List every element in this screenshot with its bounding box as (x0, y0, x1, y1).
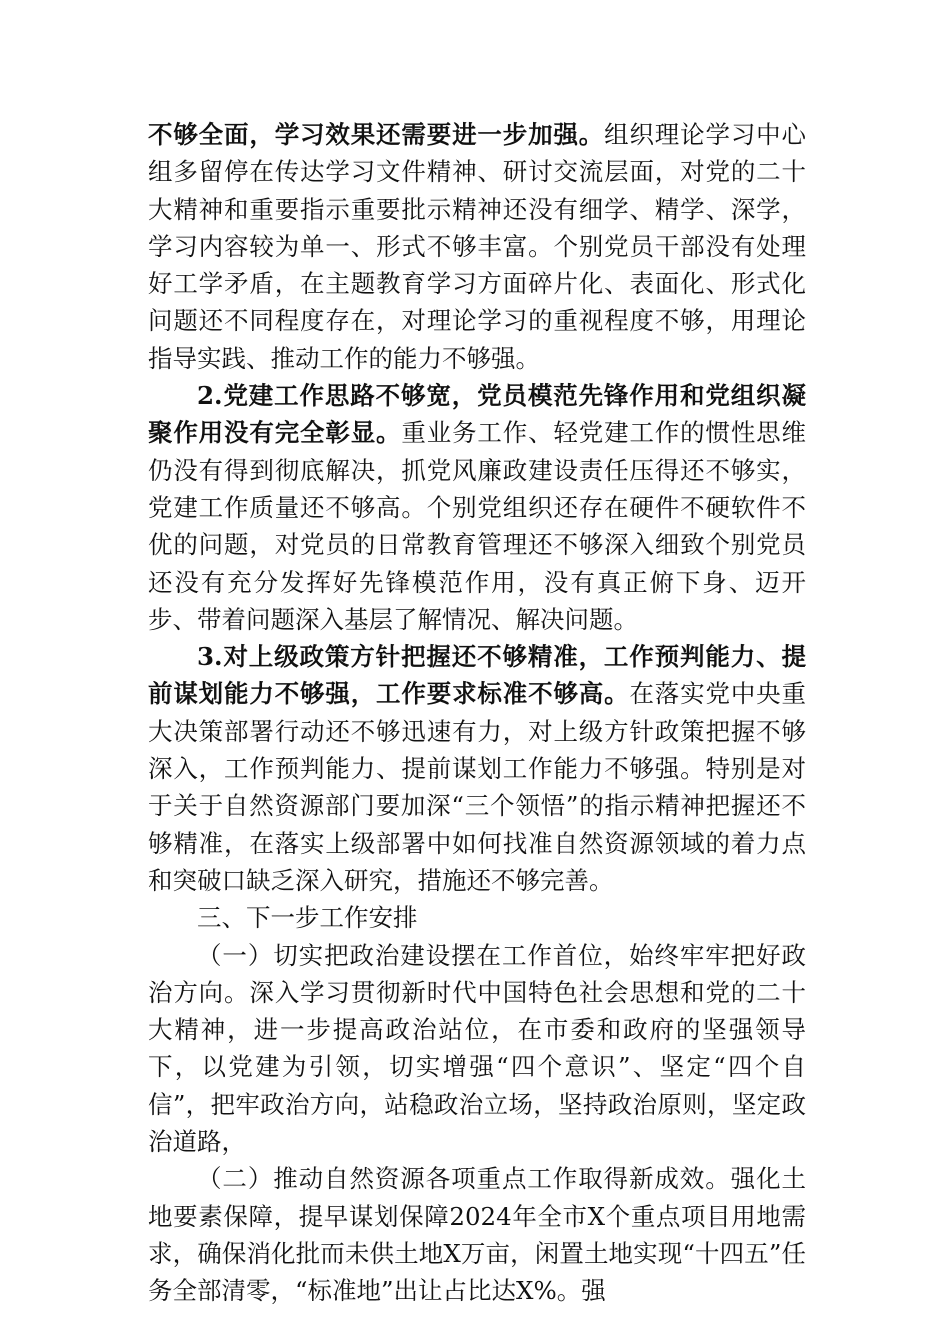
paragraph-body: 重业务工作、轻党建工作的惯性思维仍没有得到彻底解决，抓党风廉政建设责任压得还不够实，党建工作质量还不够高。个别党组织还存在硬件不硬软件不优的问题，对党员的日常教育管理还不够深入细致个别党员还没有充分发挥好先锋模范作用，没有真正俯下身、迈开步、带着问题深入基层了解情况、解决问题。 (148, 418, 807, 634)
paragraph-policy-grasp (148, 638, 806, 899)
section-heading-next-steps: 三、下一步工作安排 (197, 903, 418, 933)
paragraph-natural-resources: （二）推动自然资源各项重点工作取得新成效。强化土地要素保障，提早谋划保障2024年全市X个重点项目用地需求，确保消化批而未供土地X万亩，闲置土地实现“十四五”任务全部清零，“标准地”出让占比达X%。强 (148, 1164, 806, 1306)
paragraph-lead: 不够全面，学习效果还需要进一步加强。 (148, 120, 605, 149)
paragraph-lead: 2.党建工作思路不够宽，党员模范先锋作用和党组织凝聚作用没有完全彰显。 (148, 381, 806, 448)
paragraph-body: 组织理论学习中心组多留停在传达学习文件精神、研讨交流层面，对党的二十大精神和重要指示重要批示精神还没有细学、精学、深学，学习内容较为单一、形式不够丰富。个别党员干部没有处理好工学矛盾，在主题教育学习方面碎片化、表面化、形式化问题还不同程度存在，对理论学习的重视程度不够，用理论指导实践、推动工作的能力不够强。 (148, 120, 807, 373)
paragraph-political-construction: （一）切实把政治建设摆在工作首位，始终牢牢把好政治方向。深入学习贯彻新时代中国特色社会思想和党的二十大精神，进一步提高政治站位，在市委和政府的坚强领导下，以党建为引领，切实增强“四个意识”、坚定“四个自信”，把牢政治方向，站稳政治立场，坚持政治原则，坚定政治道路， (148, 940, 806, 1157)
paragraph-study-effect (148, 116, 806, 377)
paragraph-lead: 3.对上级政策方针把握还不够精准，工作预判能力、提前谋划能力不够强，工作要求标准不够高。 (148, 642, 806, 709)
paragraph-body: 在落实党中央重大决策部署行动还不够迅速有力，对上级方针政策把握不够深入，工作预判能力、提前谋划工作能力不够强。特别是对于关于自然资源部门要加深“三个领悟”的指示精神把握还不够精准，在落实上级部署中如何找准自然资源领域的着力点和突破口缺乏深入研究，措施还不够完善。 (148, 679, 807, 895)
document-page (148, 116, 806, 1310)
paragraph-party-building (148, 377, 806, 638)
